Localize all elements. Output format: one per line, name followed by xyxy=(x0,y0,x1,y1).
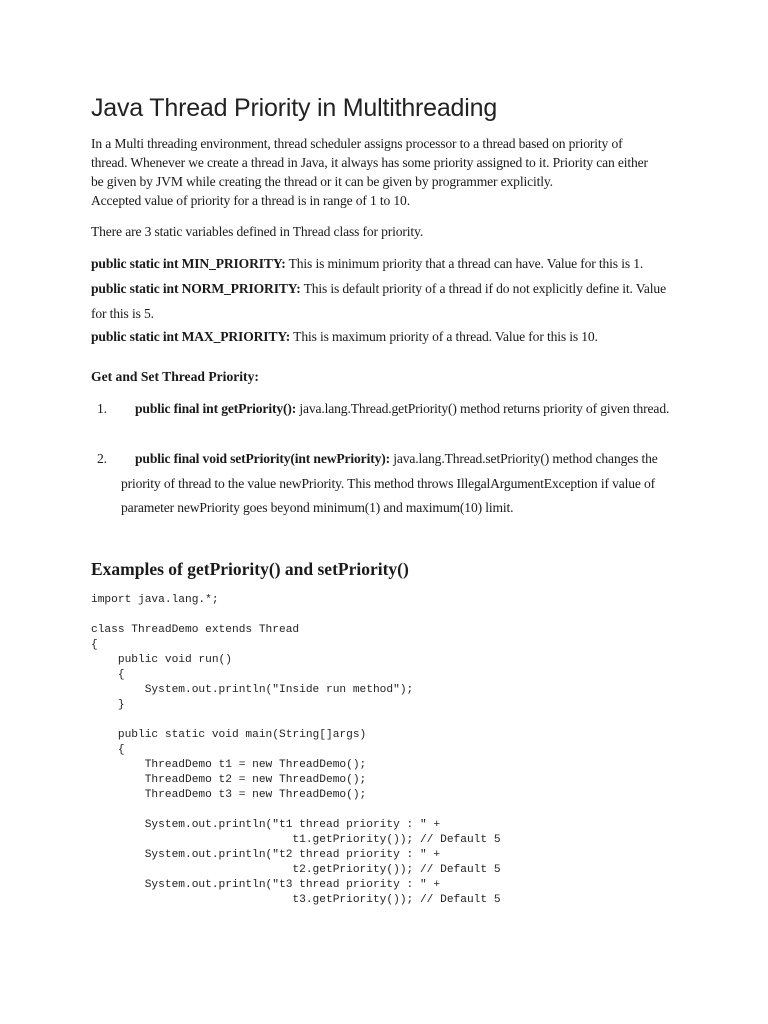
definition-label: public static int MAX_PRIORITY: xyxy=(91,329,291,344)
code-line: class ThreadDemo extends Thread xyxy=(91,624,300,636)
code-line: public static void main(String[]args) xyxy=(91,729,367,741)
code-line xyxy=(91,803,501,818)
definition-norm-priority xyxy=(91,276,681,326)
definition-text: This is maximum priority of a thread. Value for this is 10. xyxy=(290,329,598,344)
code-line: System.out.println("Inside run method"); xyxy=(91,684,414,696)
code-line: { xyxy=(91,744,125,756)
examples-heading: Examples of getPriority() and setPriority() xyxy=(91,559,409,579)
code-line: ThreadDemo t2 = new ThreadDemo(); xyxy=(91,774,367,786)
definition-min-priority xyxy=(91,251,681,276)
list-item-label: public final void setPriority(int newPriority): xyxy=(135,451,390,466)
definition-max-priority xyxy=(91,324,681,349)
list-item-text: java.lang.Thread.getPriority() method returns priority of given thread. xyxy=(296,401,670,416)
page-title: Java Thread Priority in Multithreading xyxy=(91,94,498,122)
code-line: System.out.println("t3 thread priority : " + xyxy=(91,879,441,891)
code-line: t3.getPriority()); // Default 5 xyxy=(91,894,501,906)
static-vars-intro: There are 3 static variables defined in Thread class for priority. xyxy=(91,224,424,239)
list-number: 2. xyxy=(97,451,107,466)
get-set-heading: Get and Set Thread Priority: xyxy=(91,369,259,384)
code-line: t2.getPriority()); // Default 5 xyxy=(91,864,501,876)
list-number: 1. xyxy=(97,401,107,416)
definition-text: This is minimum priority that a thread can have. Value for this is 1. xyxy=(285,256,644,271)
code-line: public void run() xyxy=(91,654,232,666)
list-item xyxy=(97,397,681,422)
code-line xyxy=(91,608,501,623)
intro-line: In a Multi threading environment, thread scheduler assigns processor to a thread based on priority of xyxy=(91,136,623,151)
code-line: System.out.println("t2 thread priority : " + xyxy=(91,849,441,861)
code-line: } xyxy=(91,699,125,711)
intro-paragraph xyxy=(91,134,681,210)
definition-label: public static int MIN_PRIORITY: xyxy=(91,256,286,271)
definition-label: public static int NORM_PRIORITY: xyxy=(91,281,301,296)
list-item-text: java.lang.Thread.setPriority() method changes the priority of thread to the value newPriority. This method throws IllegalArgumentException if value of parameter newPriority goes beyond minimum(1) and maximum(10) limit. xyxy=(121,451,658,515)
code-line: { xyxy=(91,639,98,651)
code-line: t1.getPriority()); // Default 5 xyxy=(91,834,501,846)
code-line: ThreadDemo t1 = new ThreadDemo(); xyxy=(91,759,367,771)
code-line: import java.lang.*; xyxy=(91,594,219,606)
code-line: ThreadDemo t3 = new ThreadDemo(); xyxy=(91,789,367,801)
intro-line: thread. Whenever we create a thread in Java, it always has some priority assigned to it. Priority can either xyxy=(91,155,648,170)
intro-line: be given by JVM while creating the thread or it can be given by programmer explicitly. xyxy=(91,174,553,189)
code-block xyxy=(91,593,501,908)
intro-line: Accepted value of priority for a thread is in range of 1 to 10. xyxy=(91,193,410,208)
code-line: System.out.println("t1 thread priority : " + xyxy=(91,819,441,831)
code-line: { xyxy=(91,669,125,681)
list-item xyxy=(97,447,681,521)
code-line xyxy=(91,713,501,728)
definition-text: This is default priority of a thread if do not explicitly define it. Value for this is 5. xyxy=(91,281,666,321)
list-item-label: public final int getPriority(): xyxy=(135,401,297,416)
